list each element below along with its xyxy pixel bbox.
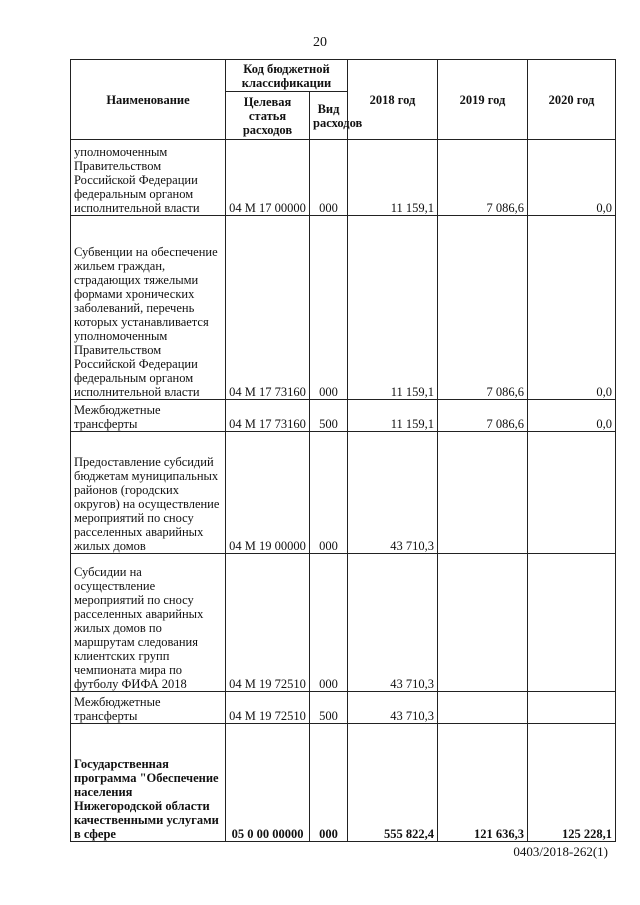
row-2019: 7 086,6	[438, 140, 528, 216]
row-2019	[438, 554, 528, 692]
row-name: Предоставление субсидий бюджетам муниципальных районов (городских округов) на осуществление мероприятий по сносу расселенных аварийных жилых домов	[71, 432, 226, 554]
row-2018: 11 159,1	[348, 400, 438, 432]
header-target-article: Целевая статья расходов	[226, 92, 310, 140]
row-2019: 7 086,6	[438, 400, 528, 432]
table-row	[71, 216, 616, 400]
row-2020: 0,0	[528, 400, 616, 432]
table-row	[71, 692, 616, 724]
row-2018: 43 710,3	[348, 554, 438, 692]
table-row	[71, 432, 616, 554]
row-code: 05 0 00 00000	[226, 724, 310, 842]
row-name: Государственная программа "Обеспечение населения Нижегородской области качественными услугами в сфере	[71, 724, 226, 842]
row-code: 04 М 17 73160	[226, 216, 310, 400]
row-2020	[528, 692, 616, 724]
row-expense-type: 000	[310, 554, 348, 692]
row-2018: 11 159,1	[348, 140, 438, 216]
row-2019: 121 636,3	[438, 724, 528, 842]
page-number: 20	[313, 35, 327, 50]
header-2020: 2020 год	[528, 60, 616, 140]
header-expense-type: Вид расходов	[310, 92, 348, 140]
row-2020	[528, 432, 616, 554]
header-2018: 2018 год	[348, 60, 438, 140]
row-name: Межбюджетные трансферты	[71, 692, 226, 724]
row-2018: 43 710,3	[348, 432, 438, 554]
table-row	[71, 724, 616, 842]
row-2020: 0,0	[528, 140, 616, 216]
row-2018: 555 822,4	[348, 724, 438, 842]
header-budget-code-group: Код бюджетной классификации	[226, 60, 348, 92]
table-row	[71, 140, 616, 216]
row-code: 04 М 19 72510	[226, 692, 310, 724]
row-code: 04 М 19 72510	[226, 554, 310, 692]
row-expense-type: 000	[310, 432, 348, 554]
row-name: Субсидии на осуществление мероприятий по сносу расселенных аварийных жилых домов по маршрутам следования клиентских групп чемпионата мира по футболу ФИФА 2018	[71, 554, 226, 692]
row-2019: 7 086,6	[438, 216, 528, 400]
row-2020: 125 228,1	[528, 724, 616, 842]
row-expense-type: 000	[310, 216, 348, 400]
table-row	[71, 400, 616, 432]
row-2020	[528, 554, 616, 692]
row-2018: 43 710,3	[348, 692, 438, 724]
row-expense-type: 000	[310, 140, 348, 216]
row-code: 04 М 17 00000	[226, 140, 310, 216]
row-expense-type: 000	[310, 724, 348, 842]
row-2020: 0,0	[528, 216, 616, 400]
row-name: Межбюджетные трансферты	[71, 400, 226, 432]
row-2019	[438, 432, 528, 554]
document-code: 0403/2018-262(1)	[513, 844, 608, 859]
row-2019	[438, 692, 528, 724]
budget-table	[70, 59, 616, 842]
row-2018: 11 159,1	[348, 216, 438, 400]
row-expense-type: 500	[310, 692, 348, 724]
row-expense-type: 500	[310, 400, 348, 432]
header-name: Наименование	[71, 60, 226, 140]
header-2019: 2019 год	[438, 60, 528, 140]
table-row	[71, 554, 616, 692]
row-code: 04 М 17 73160	[226, 400, 310, 432]
row-code: 04 М 19 00000	[226, 432, 310, 554]
row-name: уполномоченным Правительством Российской Федерации федеральным органом исполнительной власти	[71, 140, 226, 216]
row-name: Субвенции на обеспечение жильем граждан, страдающих тяжелыми формами хронических заболеваний, перечень которых устанавливается уполномоченным Правительством Российской Федерации федеральным органом исполнительной власти	[71, 216, 226, 400]
